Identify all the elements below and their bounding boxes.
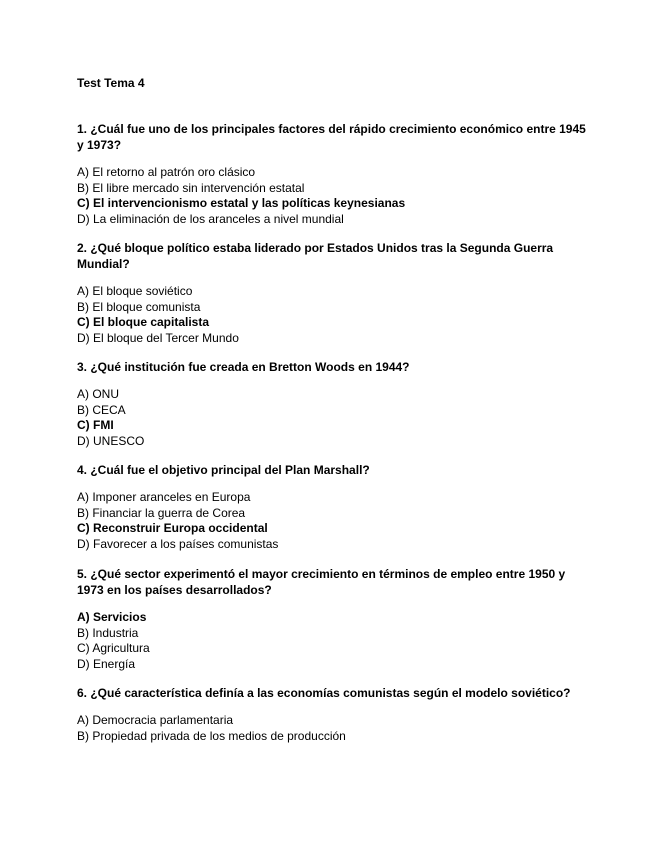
option-3a: A) ONU xyxy=(77,387,119,401)
option-5b: B) Industria xyxy=(77,625,139,640)
option-1a: A) El retorno al patrón oro clásico xyxy=(77,165,256,179)
option-6a: A) Democracia parlamentaria xyxy=(77,713,234,727)
option-4d: D) Favorecer a los países comunistas xyxy=(77,536,279,551)
option-1b: B) El libre mercado sin intervención estatal xyxy=(77,180,305,195)
question-5-options xyxy=(77,610,150,672)
question-6-text: 6. ¿Qué característica definía a las economías comunistas según el modelo soviético? xyxy=(77,686,571,700)
option-2c: C) El bloque capitalista xyxy=(77,315,210,329)
question-4-text: 4. ¿Cuál fue el objetivo principal del Plan Marshall? xyxy=(77,463,370,477)
question-5-text: 5. ¿Qué sector experimentó el mayor crecimiento en términos de empleo entre 1950 y 1973 en los países desarrollados? xyxy=(77,567,566,597)
option-5d: D) Energía xyxy=(77,656,136,671)
option-2b: B) El bloque comunista xyxy=(77,299,201,314)
option-4c: C) Reconstruir Europa occidental xyxy=(77,521,268,535)
option-5a: A) Servicios xyxy=(77,610,147,624)
question-3-text: 3. ¿Qué institución fue creada en Bretton Woods en 1944? xyxy=(77,360,410,374)
question-2-options xyxy=(77,284,239,346)
question-4-options xyxy=(77,490,278,552)
question-1-text: 1. ¿Cuál fue uno de los principales factores del rápido crecimiento económico entre 1945 y 1973? xyxy=(77,122,586,152)
question-6-options xyxy=(77,713,346,744)
option-1c: C) El intervencionismo estatal y las políticas keynesianas xyxy=(77,196,406,210)
option-2a: A) El bloque soviético xyxy=(77,284,193,298)
option-3c: C) FMI xyxy=(77,418,114,432)
option-3b: B) CECA xyxy=(77,402,126,417)
question-3-options xyxy=(77,387,144,449)
document-title: Test Tema 4 xyxy=(77,76,145,90)
option-3d: D) UNESCO xyxy=(77,433,145,448)
question-1-options xyxy=(77,165,405,227)
option-4b: B) Financiar la guerra de Corea xyxy=(77,505,246,520)
option-5c: C) Agricultura xyxy=(77,641,150,655)
question-2-text: 2. ¿Qué bloque político estaba liderado por Estados Unidos tras la Segunda Guerra Mundial? xyxy=(77,241,554,271)
option-1d: D) La eliminación de los aranceles a nivel mundial xyxy=(77,211,344,226)
option-6b: B) Propiedad privada de los medios de producción xyxy=(77,728,346,743)
option-2d: D) El bloque del Tercer Mundo xyxy=(77,330,239,345)
option-4a: A) Imponer aranceles en Europa xyxy=(77,490,251,504)
